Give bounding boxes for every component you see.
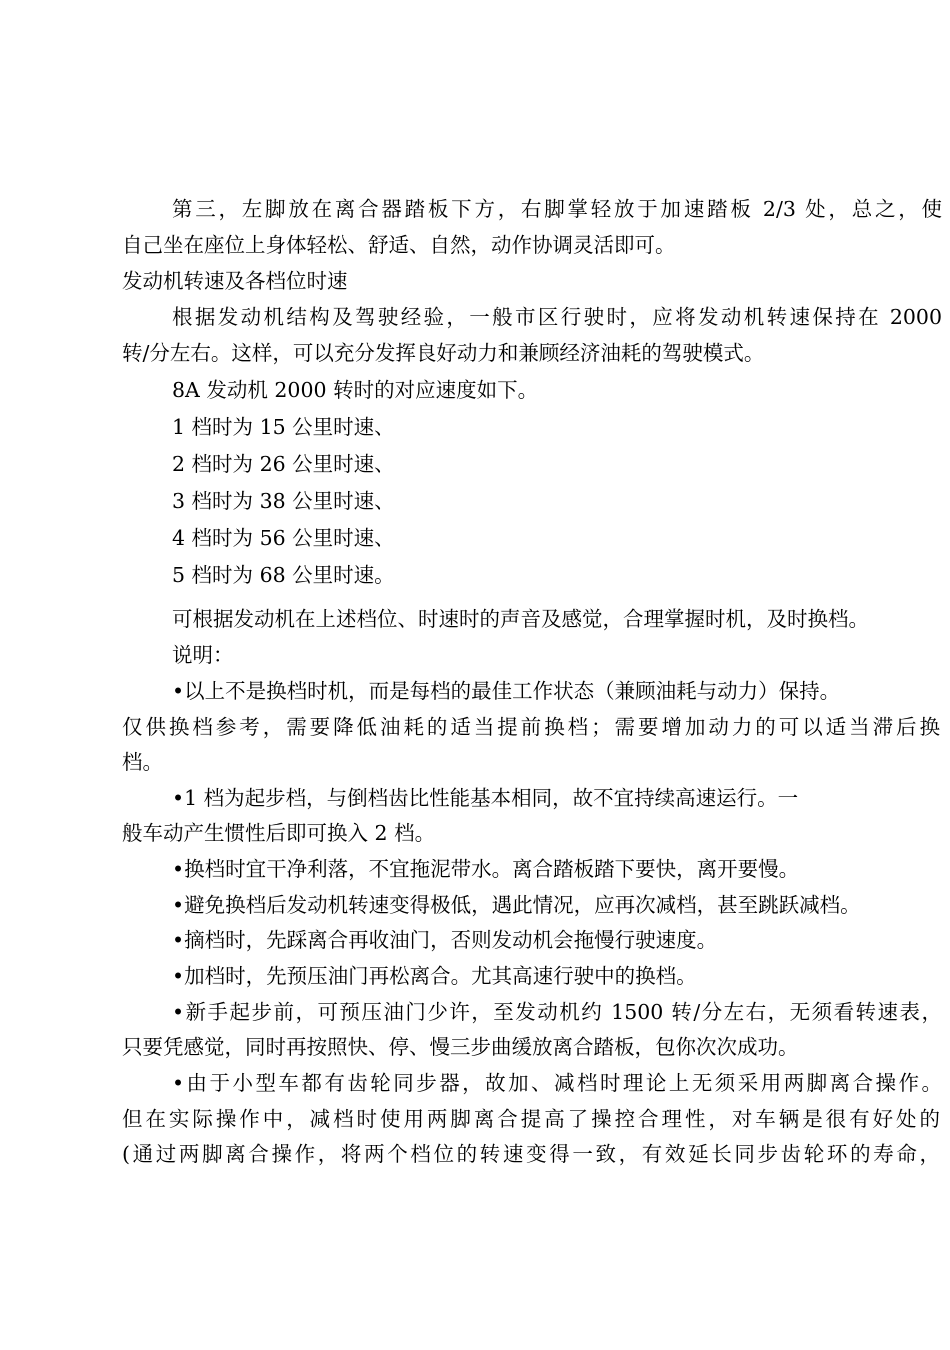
bullet-line: •换档时宜干净利落，不宜拖泥带水。离合踏板踏下要快，离开要慢。: [172, 857, 800, 881]
list-item: 4 档时为 56 公里时速、: [172, 526, 395, 550]
list-item: 3 档时为 38 公里时速、: [172, 489, 395, 513]
paragraph-line: 根据发动机结构及驾驶经验，一般市区行驶时，应将发动机转速保持在 2000: [172, 305, 942, 329]
list-item: 5 档时为 68 公里时速。: [172, 563, 395, 587]
paragraph-line: 只要凭感觉，同时再按照快、停、慢三步曲缓放离合踏板，包你次次成功。: [122, 1035, 799, 1059]
paragraph-line: 档。: [122, 750, 163, 774]
paragraph-line: 8A 发动机 2000 转时的对应速度如下。: [172, 378, 539, 402]
paragraph-line: (通过两脚离合操作，将两个档位的转速变得一致，有效延长同步齿轮环的寿命，: [122, 1142, 940, 1166]
bullet-line: •1 档为起步档，与倒档齿比性能基本相同，故不宜持续高速运行。一: [172, 786, 799, 810]
bullet-line: •避免换档后发动机转速变得极低，遇此情况，应再次减档，甚至跳跃减档。: [172, 893, 861, 917]
section-heading: 发动机转速及各档位时速: [122, 269, 348, 293]
list-item: 2 档时为 26 公里时速、: [172, 452, 395, 476]
paragraph-line: 转/分左右。这样，可以充分发挥良好动力和兼顾经济油耗的驾驶模式。: [122, 341, 765, 365]
paragraph-line: 自己坐在座位上身体轻松、舒适、自然，动作协调灵活即可。: [122, 233, 676, 257]
paragraph-line: 仅供换档参考，需要降低油耗的适当提前换档；需要增加动力的可以适当滞后换: [122, 715, 940, 739]
paragraph-line: 第三，左脚放在离合器踏板下方，右脚掌轻放于加速踏板 2/3 处，总之，使: [172, 197, 942, 221]
bullet-line: •新手起步前，可预压油门少许，至发动机约 1500 转/分左右，无须看转速表，: [172, 1000, 942, 1024]
paragraph-line: 但在实际操作中，减档时使用两脚离合提高了操控合理性，对车辆是很有好处的: [122, 1107, 940, 1131]
bullet-line: •摘档时，先踩离合再收油门，否则发动机会拖慢行驶速度。: [172, 928, 718, 952]
bullet-line: •由于小型车都有齿轮同步器，故加、减档时理论上无须采用两脚离合操作。: [172, 1071, 942, 1095]
list-item: 1 档时为 15 公里时速、: [172, 415, 395, 439]
bullet-line: •以上不是换档时机，而是每档的最佳工作状态（兼顾油耗与动力）保持。: [172, 679, 841, 703]
notes-label: 说明：: [172, 643, 234, 667]
bullet-line: •加档时，先预压油门再松离合。尤其高速行驶中的换档。: [172, 964, 697, 988]
paragraph-line: 可根据发动机在上述档位、时速时的声音及感觉，合理掌握时机，及时换档。: [172, 607, 869, 631]
paragraph-line: 般车动产生惯性后即可换入 2 档。: [122, 821, 436, 845]
